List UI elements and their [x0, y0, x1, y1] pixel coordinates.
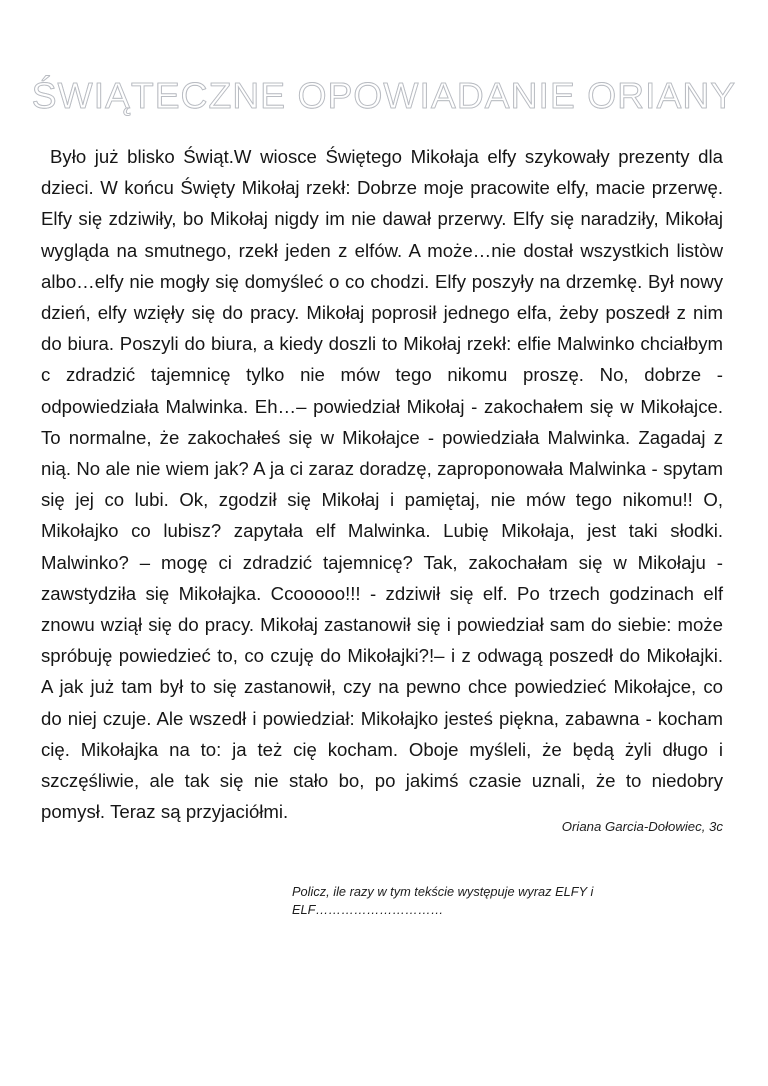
page-title-container: [0, 74, 768, 118]
story-body-text: Było już blisko Świąt.W wiosce Świętego Mikołaja elfy szykowały prezenty dla dzieci. W końcu Święty Mikołaj rzekł: Dobrze moje pracowite elfy, macie przerwę. Elfy się zdziwiły, bo Mikołaj nigdy im nie dawał przerwy. Elfy się naradziły, Mikołaj wygląda na smutnego, rzekł jeden z elfów. A może…nie dostał wszystkich listòw albo…elfy nie mogły się domyśleć o co chodzi. Elfy poszyły na drzemkę. Był nowy dzień, elfy wzięły się do pracy. Mikołaj poprosił jednego elfa, żeby poszedł z nim do biura. Poszyli do biura, a kiedy doszli to Mikołaj rzekł: elfie Malwinko chciałbym c zdradzić tajemnicę tylko nie mów tego nikomu proszę. No, dobrze - odpowiedziała Malwinka. Eh…– powiedział Mikołaj - zakochałem się w Mikołajce. To normalne, że zakochałeś się w Mikołajce - powiedziała Malwinka. Zagadaj z nią. No ale nie wiem jak? A ja ci zaraz doradzę, zaproponowała Malwinka - spytam się jej co lubi. Ok, zgodził się Mikołaj i pamiętaj, nie mów tego nikomu!! O, Mikołajko co lubisz? zapytała elf Malwinka. Lubię Mikołaja, jest taki słodki. Malwinko? – mogę ci zdradzić tajemnicę? Tak, zakochałam się w Mikołaju - zawstydziła się Mikołajka. Ccooooo!!! - zdziwił się elf. Po trzech godzinach elf znowu wziął się do pracy. Mikołaj zastanowił się i powiedział sam do siebie: może spróbuję powiedzieć to, co czuję do Mikołajki?!– i z odwagą poszedł do Mikołajki. A jak już tam był to się zastanowił, czy na pewno chce powiedzieć Mikołajce, co do niej czuje. Ale wszedł i powiedział: Mikołajko jesteś piękna, zabawna - kocham cię. Mikołajka na to: ja też cię kocham. Oboje myśleli, że będą żyli długo i szczęśliwie, ale tak się nie stało bo, po jakimś czasie uznali, że to niedobry pomysł. Teraz są przyjaciółmi.: [41, 146, 723, 823]
task-instruction-note: Policz, ile razy w tym tekście występuje wyraz ELFY i ELF…………………………: [292, 884, 594, 917]
author-signature: Oriana Garcia-Dołowiec, 3c: [561, 819, 723, 834]
page-title: ŚWIĄTECZNE OPOWIADANIE ORIANY: [31, 75, 737, 116]
